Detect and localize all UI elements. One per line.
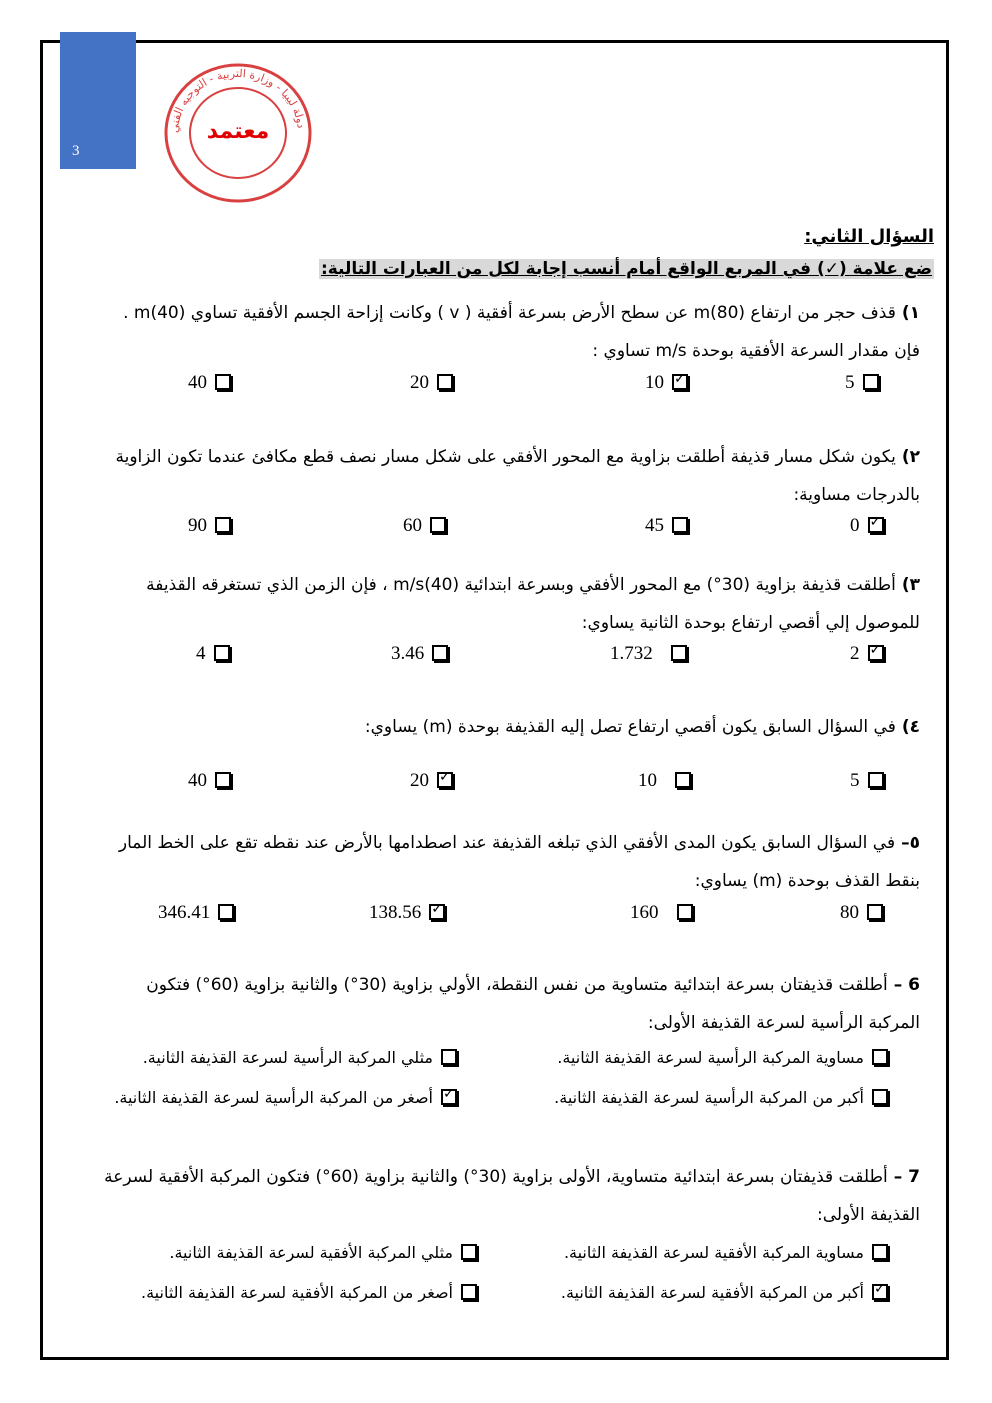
checkbox-checked[interactable] [429, 904, 445, 920]
checkbox-checked[interactable] [441, 1089, 457, 1105]
q4-option-2[interactable]: 10 [638, 770, 691, 792]
q4-option-1[interactable]: 5 [850, 770, 884, 792]
checkbox[interactable] [215, 374, 231, 390]
checkbox-checked[interactable] [672, 374, 688, 390]
checkbox-checked[interactable] [868, 645, 884, 661]
question-4: ٤)في السؤال السابق يكون أقصي ارتفاع تصل إليه القذيفة بوحدة (m) يساوي: [364, 717, 920, 737]
q7-option-4[interactable]: أصغر من المركبة الأفقية لسرعة القذيفة الثانية. [141, 1283, 477, 1302]
q7-option-2[interactable]: مثلي المركبة الأفقية لسرعة القذيفة الثانية. [169, 1243, 477, 1262]
q6-option-1[interactable]: مساوية المركبة الرأسية لسرعة القذيفة الثانية. [557, 1048, 888, 1067]
question-2: ٢)يكون شكل مسار قذيفة أطلقت بزاوية مع المحور الأفقي على شكل مسار نصف قطع مكافئ عندما تكون الزاوية بالدرجات مساوية: [115, 447, 920, 505]
section-title: السؤال الثاني: [804, 226, 934, 247]
checkbox[interactable] [671, 645, 687, 661]
q2-option-4[interactable]: 90 [188, 515, 231, 537]
checkbox-checked[interactable] [872, 1284, 888, 1300]
q1-option-4[interactable]: 40 [188, 372, 231, 394]
checkbox[interactable] [868, 772, 884, 788]
checkbox[interactable] [214, 645, 230, 661]
checkbox[interactable] [461, 1244, 477, 1260]
q6-option-4[interactable]: ✓أصغر من المركبة الرأسية لسرعة القذيفة الثانية. [114, 1088, 457, 1107]
q5-option-2[interactable]: 160 [630, 902, 693, 924]
checkbox[interactable] [872, 1244, 888, 1260]
checkbox[interactable] [441, 1049, 457, 1065]
q5-option-4[interactable]: 346.41 [158, 902, 234, 924]
stamp-text: معتمد [206, 119, 270, 144]
checkbox[interactable] [218, 904, 234, 920]
checkbox-checked[interactable] [868, 517, 884, 533]
checkbox[interactable] [215, 772, 231, 788]
question-3: ٣)أطلقت قذيفة بزاوية (30°) مع المحور الأفقي وبسرعة ابتدائية m/s(40) ، فإن الزمن الذي تستغرقه القذيفة للموصول إلي أقصي ارتفاع بوحدة الثانية يساوي: [146, 575, 920, 633]
checkbox[interactable] [215, 517, 231, 533]
checkbox[interactable] [461, 1284, 477, 1300]
q3-option-3[interactable]: 3.46 [391, 643, 448, 665]
checkbox[interactable] [672, 517, 688, 533]
checkbox-checked[interactable] [437, 772, 453, 788]
checkbox[interactable] [867, 904, 883, 920]
checkbox[interactable] [437, 374, 453, 390]
checkbox[interactable] [430, 517, 446, 533]
checkbox[interactable] [677, 904, 693, 920]
q4-option-4[interactable]: 40 [188, 770, 231, 792]
checkbox[interactable] [872, 1049, 888, 1065]
q2-option-3[interactable]: 60 [403, 515, 446, 537]
checkbox[interactable] [432, 645, 448, 661]
q1-option-1[interactable]: 5 [845, 372, 879, 394]
page-number: 3 [72, 143, 80, 159]
q1-option-3[interactable]: 20 [410, 372, 453, 394]
approval-stamp [163, 62, 313, 204]
q1-option-2[interactable]: 10✓ [645, 372, 688, 394]
q2-option-1[interactable]: 0✓ [850, 515, 884, 537]
stamp-ring-text: دولة ليبيا - وزارة التربية - التوجيه الفني [167, 66, 308, 134]
question-5: ٥–في السؤال السابق يكون المدى الأفقي الذي تبلغه القذيفة عند اصطدامها بالأرض عند نقطه تقع على الخط المار بنقط القذف بوحدة (m) يساوي: [118, 833, 920, 891]
checkbox[interactable] [675, 772, 691, 788]
q4-option-3[interactable]: 20✓ [410, 770, 453, 792]
checkbox[interactable] [863, 374, 879, 390]
question-7: 7 –أطلقت قذيفتان بسرعة ابتدائية متساوية، الأولى بزاوية (30°) والثانية بزاوية (60°) فتكون المركبة الأفقية لسرعة القذيفة الأولى: [104, 1167, 920, 1225]
q7-option-1[interactable]: مساوية المركبة الأفقية لسرعة القذيفة الثانية. [564, 1243, 888, 1262]
q3-option-2[interactable]: 1.732 [610, 643, 687, 665]
q3-option-1[interactable]: 2✓ [850, 643, 884, 665]
checkbox[interactable] [872, 1089, 888, 1105]
question-1: ١)قذف حجر من ارتفاع m(80) عن سطح الأرض بسرعة أفقية ( v ) وكانت إزاحة الجسم الأفقية تساوي m(40) . فإن مقدار السرعة الأفقية بوحدة m/s تساوي : [123, 303, 920, 361]
q3-option-4[interactable]: 4 [196, 643, 230, 665]
q2-option-2[interactable]: 45 [645, 515, 688, 537]
q7-option-3[interactable]: ✓أكبر من المركبة الأفقية لسرعة القذيفة الثانية. [561, 1283, 888, 1302]
question-6: 6 –أطلقت قذيفتان بسرعة ابتدائية متساوية من نفس النقطة، الأولي بزاوية (30°) والثانية بزاوية (60°) فتكون المركبة الرأسية لسرعة القذيفة الأولى: [146, 975, 920, 1033]
q6-option-2[interactable]: مثلي المركبة الرأسية لسرعة القذيفة الثانية. [143, 1048, 457, 1067]
q6-option-3[interactable]: أكبر من المركبة الرأسية لسرعة القذيفة الثانية. [554, 1088, 888, 1107]
q5-option-1[interactable]: 80 [840, 902, 883, 924]
instructions: ضع علامة (✓) في المربع الواقع أمام أنسب إجابة لكل من العبارات التالية: [320, 259, 932, 279]
q5-option-3[interactable]: 138.56✓ [369, 902, 445, 924]
